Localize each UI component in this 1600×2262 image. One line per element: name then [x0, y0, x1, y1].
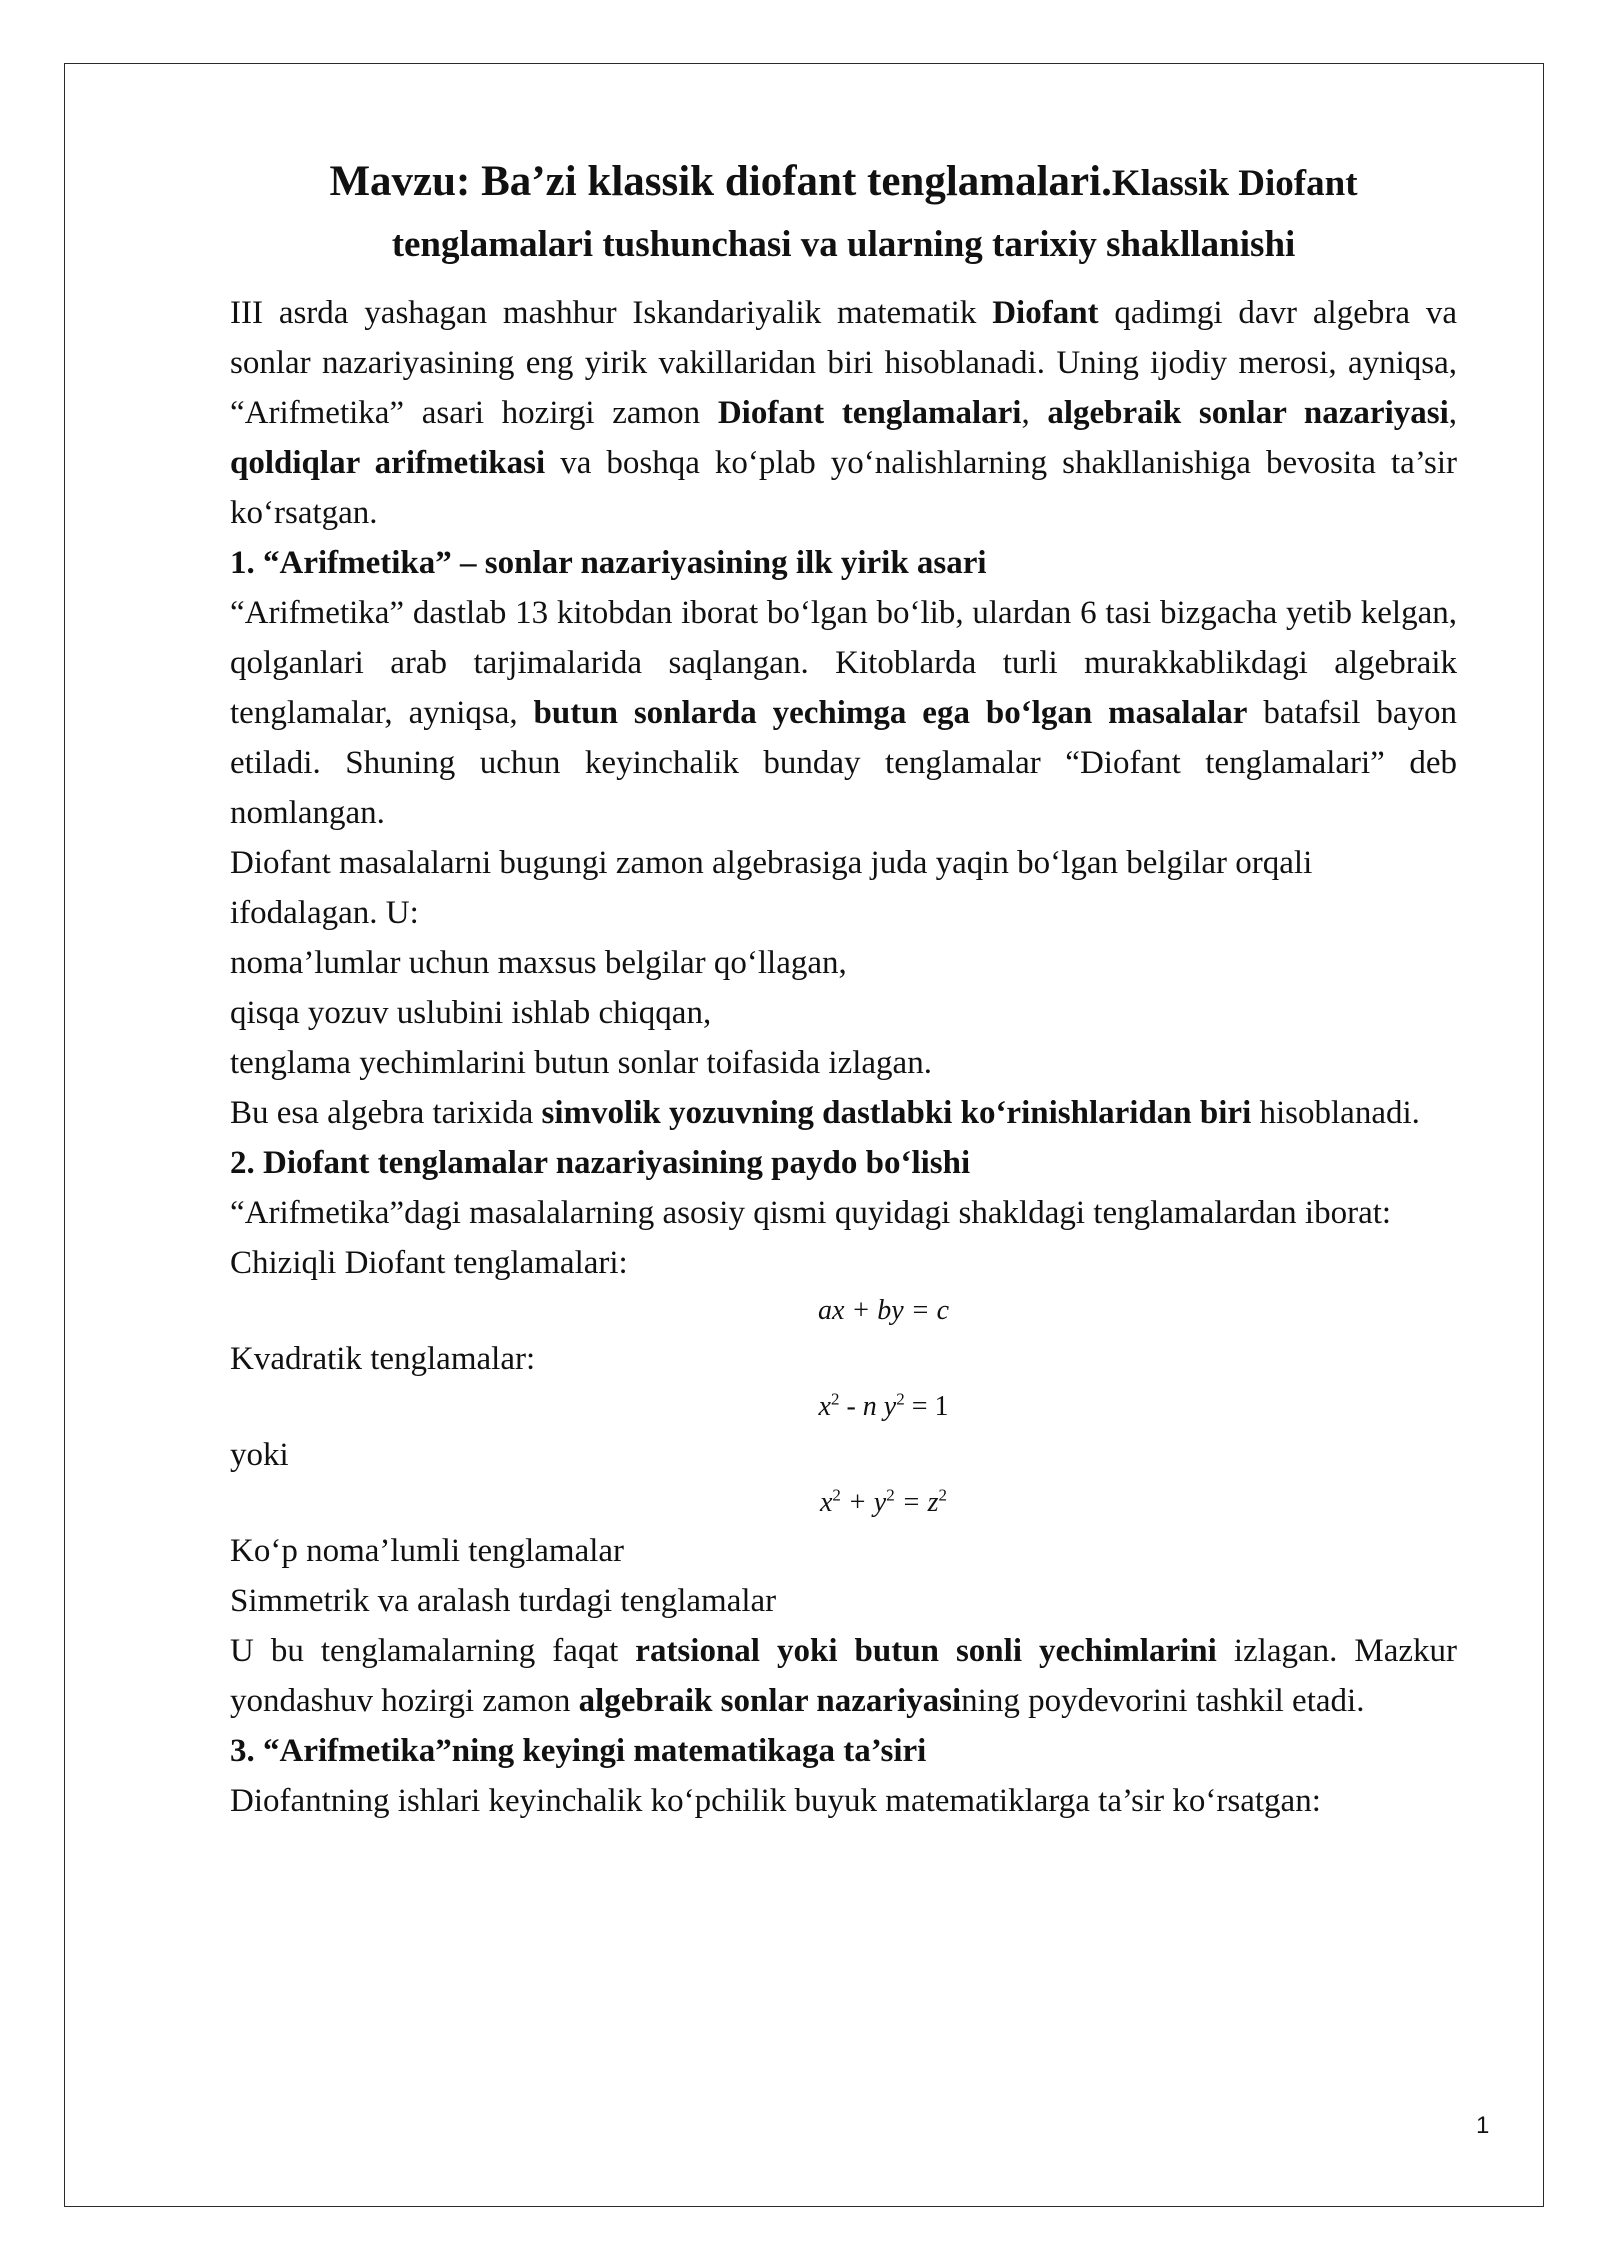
document-body: [230, 152, 1457, 1826]
formula-part: - n y: [839, 1391, 897, 1422]
section-1-paragraph-1: [230, 588, 1457, 838]
formula-exponent: 2: [938, 1485, 948, 1505]
list-item: noma’lumlar uchun maxsus belgilar qo‘llagan,: [230, 945, 847, 981]
text-run: izlagan. Mazkur yondashuv hozirgi zamon: [230, 1633, 1458, 1719]
or-label: yoki: [230, 1437, 289, 1473]
multi-unknown-label: Ko‘p noma’lumli tenglamalar: [230, 1533, 625, 1569]
formula-part: + y: [840, 1487, 887, 1518]
formula-exponent: 2: [832, 1485, 841, 1505]
intro-paragraph: [230, 288, 1457, 538]
formula-part: x: [818, 1391, 831, 1422]
page-number: 1: [1476, 2112, 1490, 2139]
text-run: U bu tenglamalarning faqat: [230, 1633, 636, 1669]
list-item: tenglama yechimlarini butun sonlar toifasida izlagan.: [230, 1045, 932, 1081]
formula-pell: [230, 1384, 1457, 1430]
formula-part: = 1: [904, 1391, 949, 1422]
bold-run: ratsional yoki butun sonli yechimlarini: [635, 1633, 1217, 1669]
quadratic-equations-label: Kvadratik tenglamalar:: [230, 1341, 536, 1377]
section-1-heading: 1. “Arifmetika” – sonlar nazariyasining ilk yirik asari: [230, 545, 987, 581]
formula-exponent: 2: [896, 1389, 905, 1409]
document-title: [230, 152, 1457, 276]
section-2-paragraph-1: “Arifmetika”dagi masalalarning asosiy qismi quyidagi shakldagi tenglamalardan iborat:: [230, 1195, 1392, 1231]
text-run: hisoblanadi.: [1251, 1095, 1420, 1131]
formula-exponent: 2: [830, 1389, 840, 1409]
section-1-paragraph-3: [230, 1088, 1457, 1138]
title-main: Mavzu: Ba’zi klassik diofant tenglamalari.: [329, 158, 1112, 205]
text-run: batafsil bayon etiladi. Shuning uchun keyinchalik bunday tenglamalar “Diofant tenglamalari” deb nomlangan.: [230, 695, 1457, 831]
title-sub: Klassik Diofant tenglamalari tushunchasi va ularning tarixiy shakllanishi: [391, 163, 1358, 265]
formula-pythagorean: [230, 1480, 1457, 1526]
linear-equations-label: Chiziqli Diofant tenglamalari:: [230, 1245, 628, 1281]
text-run: ning poydevorini tashkil etadi.: [961, 1683, 1365, 1719]
symmetric-label: Simmetrik va aralash turdagi tenglamalar: [230, 1583, 777, 1619]
section-3-heading: 3. “Arifmetika”ning keyingi matematikaga ta’siri: [230, 1733, 927, 1769]
text-run: qadimgi davr algebra va sonlar nazariyasining eng yirik vakillaridan biri hisoblanadi. Uning ijodiy merosi, ayniqsa, “Arifmetika” asari hozirgi zamon: [230, 295, 1457, 431]
bold-run: simvolik yozuvning dastlabki ko‘rinishlaridan biri: [541, 1095, 1252, 1131]
text-run: III asrda yashagan mashhur Iskandariyalik matematik: [230, 295, 993, 331]
bold-run: qoldiqlar arifmetikasi: [230, 445, 546, 481]
bold-run: algebraik sonlar nazariyasi: [1047, 395, 1449, 431]
text-run: ,: [1021, 395, 1048, 431]
bold-run: butun sonlarda yechimga ega bo‘lgan masalalar: [533, 695, 1248, 731]
text-run: “Arifmetika” dastlab 13 kitobdan iborat bo‘lgan bo‘lib, ulardan 6 tasi bizgacha yetib kelgan, qolganlari arab tarjimalarida saqlangan. Kitoblarda turli murakkablikdagi algebraik tenglamalar, ayniqsa,: [230, 595, 1457, 731]
bold-run: Diofant: [992, 295, 1099, 331]
bold-run: algebraik sonlar nazariyasi: [578, 1683, 962, 1719]
formula-exponent: 2: [886, 1485, 895, 1505]
section-2-heading: 2. Diofant tenglamalar nazariyasining paydo bo‘lishi: [230, 1145, 971, 1181]
text-run: ,: [1448, 395, 1457, 431]
section-3-paragraph-1: Diofantning ishlari keyinchalik ko‘pchilik buyuk matematiklarga ta’sir ko‘rsatgan:: [230, 1783, 1321, 1819]
text-run: Bu esa algebra tarixida: [230, 1095, 542, 1131]
formula-part: x: [819, 1487, 833, 1518]
bold-run: Diofant tenglamalari: [717, 395, 1022, 431]
list-item: qisqa yozuv uslubini ishlab chiqqan,: [230, 995, 712, 1031]
text-run: va boshqa ko‘plab yo‘nalishlarning shakllanishiga bevosita ta’sir ko‘rsatgan.: [230, 445, 1457, 531]
formula-linear: ax + by = c: [817, 1295, 950, 1326]
section-1-paragraph-2: Diofant masalalarni bugungi zamon algebrasiga juda yaqin bo‘lgan belgilar orqali ifodalagan. U:: [230, 845, 1313, 931]
formula-part: = z: [894, 1487, 939, 1518]
section-2-paragraph-2: [230, 1626, 1457, 1726]
